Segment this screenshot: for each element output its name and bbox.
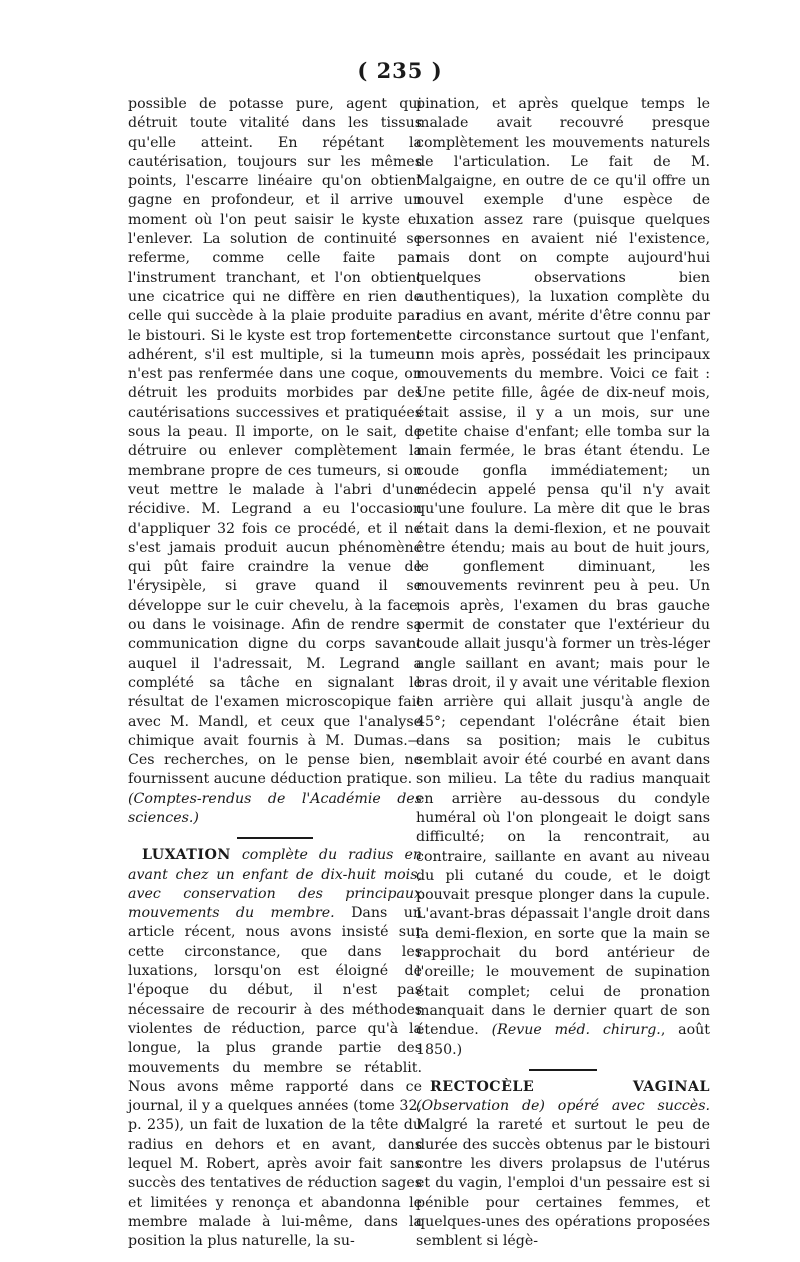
article-rectocele-body: Malgré la rareté et surtout le peu de durée des succès obtenus par le bistouri contre les divers prolapsus de l'utérus et du vagin, l'emploi d'un pessaire est si pénible pour certaines femmes, et quelques-unes des opérations proposées semblent si légè- <box>416 1117 710 1250</box>
source-citation-1: (Comptes-rendus de l'Académie des sciences.) <box>128 790 422 826</box>
left-continuation-paragraph: possible de potasse pure, agent qui détruit toute vitalité dans les tissus qu'elle atteint. En répétant la cautérisation, toujours sur les mêmes points, l'escarre linéaire qu'on obtient gagne en profondeur, et il arrive un moment où l'on peut saisir le kyste et l'enlever. La solution de continuité se referme, comme celle faite par l'instrument tranchant, et l'on obtient une cicatrice qui ne diffère en rien de celle qui succède à la plaie produite par le bistouri. Si le kyste est trop fortement adhérent, s'il est multiple, si la tumeur n'est pas renfermée dans une coque, on détruit les produits morbides par des cautérisations successives et pratiquées sous la peau. Il importe, on le sait, de détruire ou enlever complètement la membrane propre de ces tumeurs, si on veut mettre le malade à l'abri d'une récidive. M. Legrand a eu l'occasion d'appliquer 32 fois ce procédé, et il ne s'est jamais produit aucun phénomène qui pût faire craindre la venue de l'érysipèle, si grave quand il se développe sur le cuir chevelu, à la face, ou dans le voisinage. Afin de rendre sa communication digne du corps savant auquel il l'adressait, M. Legrand a complété sa tâche en signalant le résultat de l'examen microscopique fait avec M. Mandl, et ceux que l'analyse chimique avait fournis à M. Dumas.—Ces recherches, on le pense bien, ne fournissent aucune déduction pratique. <box>128 96 422 788</box>
right-continuation-text: pination, et après quelque temps le malade avait recouvré presque complètement les mouvements naturels de l'articulation. Le fait de M. Malgaigne, en outre de ce qu'il offre un nouvel exemple d'une espèce de luxation assez rare (puisque quelques personnes en avaient nié l'existence, mais dont on compte aujourd'hui quelques observations bien authentiques), la luxation complète du radius en avant, mérite d'être connu par cette circonstance surtout que l'enfant, un mois après, possédait les principaux mouvements du membre. Voici ce fait : Une petite fille, âgée de dix-neuf mois, était assise, il y a un mois, sur une petite chaise d'enfant; elle tomba sur la main fermée, le bras étant étendu. Le coude gonfla immédiatement; un médecin appelé pensa qu'il n'y avait qu'une foulure. La mère dit que le bras était dans la demi-flexion, et ne pouvait être étendu; mais au bout de huit jours, le gonflement diminuant, les mouvements revinrent peu à peu. Un mois après, l'examen du bras gauche permit de constater que l'extérieur du coude allait jusqu'à former un très-léger angle saillant en avant; mais pour le bras droit, il y avait une véritable flexion en arrière qui allait jusqu'à angle de 45°; cependant l'olécrâne était bien dans sa position; mais le cubitus semblait avoir été courbé en avant dans son milieu. La tête du radius manquait en arrière au-dessous du condyle huméral où l'on plongeait le doigt sans difficulté; on la rencontrait, au contraire, saillante en avant au niveau du pli cutané du coude, et le doigt pouvait presque plonger dans la cupule. L'avant-bras dépassait l'angle droit dans la demi-flexion, en sorte que la main se rapprochait du bord antérieur de l'oreille; le mouvement de supination était complet; celui de pronation manquait dans le dernier quart de son étendue. <box>416 96 710 1039</box>
article-rectocele-heading: RECTOCÈLE VAGINAL <box>430 1078 710 1095</box>
article-luxation <box>128 846 422 1251</box>
page-number: ( 235 ) <box>357 58 443 83</box>
section-divider-1 <box>237 837 313 839</box>
left-column <box>128 95 422 1252</box>
article-rectocele-subtitle: (Observation de) opéré avec succès. <box>416 1098 710 1115</box>
article-luxation-subtitle: complète du radius en avant chez un enfant de dix-huit mois, avec conservation des principaux mouvements du membre. <box>128 847 422 922</box>
source-citation-2-italic: (Revue méd. chirurg. <box>491 1022 661 1039</box>
source-citation-2-rest: , août 1850.) <box>416 1022 710 1058</box>
article-luxation-heading: LUXATION <box>142 847 231 864</box>
right-continuation-paragraph <box>416 95 710 1060</box>
article-luxation-body: Dans un article récent, nous avons insisté sur cette circonstance, que dans les luxations, lorsqu'on est éloigné de l'époque du début, il n'est pas nécessaire de recourir à des méthodes violentes de réduction, parce qu'à la longue, la plus grande partie des mouvements du membre se rétablit. Nous avons même rapporté dans ce journal, il y a quelques années (tome 32, p. 235), un fait de luxation de la tête du radius en dehors et en avant, dans lequel M. Robert, après avoir fait sans succès des tentatives de réduction sages et limitées y renonça et abandonna le membre malade à lui-même, dans la position la plus naturelle, la su- <box>128 905 423 1250</box>
article-rectocele <box>416 1078 710 1252</box>
section-divider-2 <box>529 1069 597 1071</box>
right-column <box>416 95 710 1252</box>
